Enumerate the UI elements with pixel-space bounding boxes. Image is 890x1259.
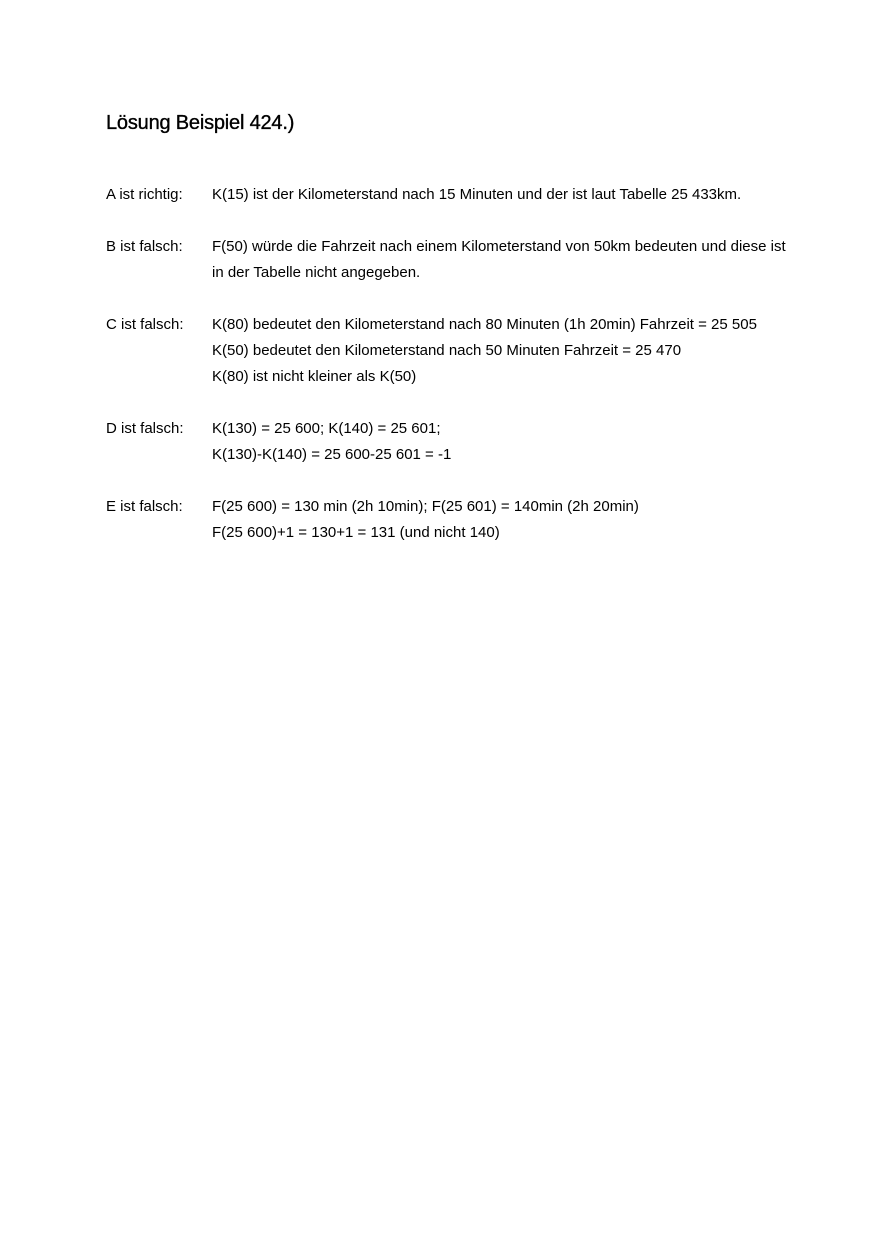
answer-c-line-1: K(80) bedeutet den Kilometerstand nach 80 Minuten (1h 20min) Fahrzeit = 25 505 (212, 316, 757, 333)
answer-d-label: D ist falsch: (106, 420, 184, 437)
answer-b-label: B ist falsch: (106, 238, 183, 255)
answer-d-line-1: K(130) = 25 600; K(140) = 25 601; (212, 420, 441, 437)
answer-e-line-2: F(25 600)+1 = 130+1 = 131 (und nicht 140) (212, 524, 500, 541)
answer-c-text (212, 312, 806, 390)
answer-b (106, 234, 806, 286)
answer-a-text (212, 182, 806, 208)
answer-b-line-1: F(50) würde die Fahrzeit nach einem Kilometerstand von 50km bedeuten und diese ist (212, 238, 786, 255)
answer-e-line-1: F(25 600) = 130 min (2h 10min); F(25 601) = 140min (2h 20min) (212, 498, 639, 515)
answer-c (106, 312, 806, 390)
answer-b-line-2: in der Tabelle nicht angegeben. (212, 264, 421, 281)
answer-c-label: C ist falsch: (106, 316, 184, 333)
page-title: Lösung Beispiel 424.) (106, 112, 295, 134)
answer-e (106, 494, 806, 546)
answer-c-line-3: K(80) ist nicht kleiner als K(50) (212, 368, 417, 385)
answer-list (106, 182, 806, 572)
answer-a (106, 182, 806, 208)
answer-a-line-1: K(15) ist der Kilometerstand nach 15 Minuten und der ist laut Tabelle 25 433km. (212, 186, 742, 203)
answer-a-label: A ist richtig: (106, 186, 183, 203)
answer-e-text (212, 494, 806, 546)
answer-d-text (212, 416, 806, 468)
answer-e-label: E ist falsch: (106, 498, 183, 515)
answer-b-text (212, 234, 806, 286)
answer-c-line-2: K(50) bedeutet den Kilometerstand nach 50 Minuten Fahrzeit = 25 470 (212, 342, 682, 359)
answer-d (106, 416, 806, 468)
answer-d-line-2: K(130)-K(140) = 25 600-25 601 = -1 (212, 446, 452, 463)
